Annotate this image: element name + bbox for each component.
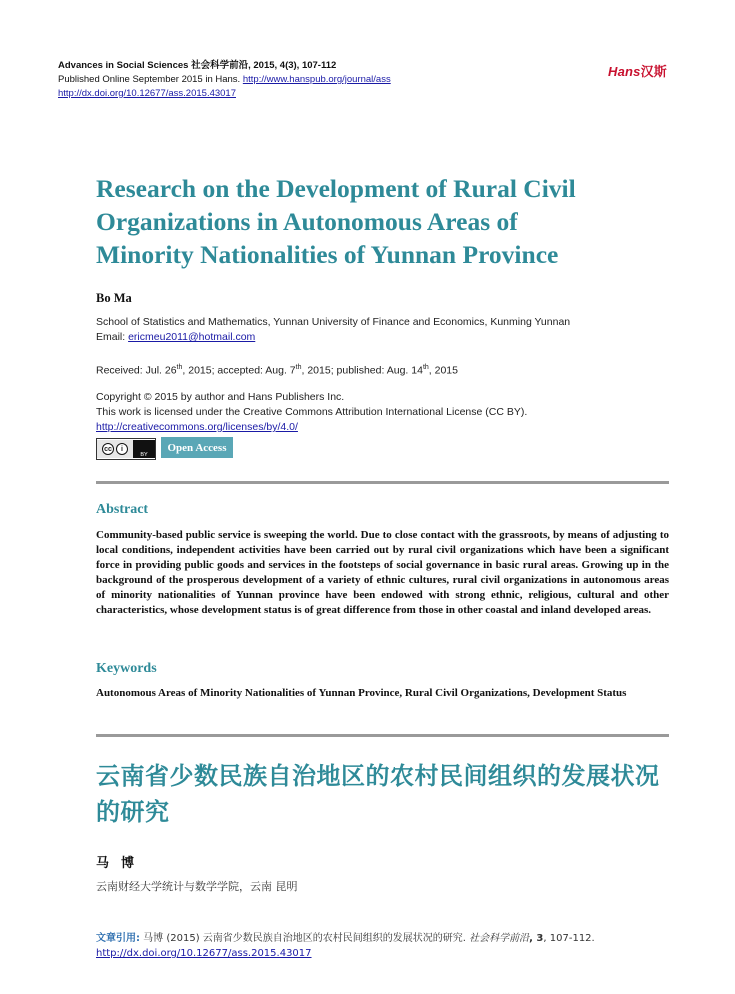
published-year: , 2015 <box>428 364 458 377</box>
accepted-date: , 2015; accepted: Aug. 7 <box>182 364 296 377</box>
title-line: Research on the Development of Rural Civil <box>96 174 576 203</box>
email-label: Email: <box>96 331 129 343</box>
affiliation: School of Statistics and Mathematics, Yunnan University of Finance and Economics, Kunming Yunnan <box>96 316 571 328</box>
logo-cn: 汉斯 <box>640 65 667 80</box>
license-url-line <box>96 420 298 435</box>
open-access-badge: Open Access <box>161 437 233 458</box>
citation-volume: , 3 <box>529 933 544 944</box>
abstract-heading: Abstract <box>96 502 149 517</box>
copyright-line: Copyright © 2015 by author and Hans Publishers Inc. <box>96 391 345 403</box>
paper-title <box>96 172 686 271</box>
published-text: Published Online September 2015 in Hans. <box>58 74 241 85</box>
received-date: Received: Jul. 26 <box>96 364 177 377</box>
doi-line <box>58 88 236 100</box>
citation-label: 文章引用: <box>96 933 140 944</box>
citation-journal: 社会科学前沿 <box>469 933 530 944</box>
license-line: This work is licensed under the Creative Commons Attribution International License (CC BY). <box>96 406 528 418</box>
hans-logo <box>608 61 667 80</box>
received-sup: th <box>176 364 183 371</box>
divider <box>96 481 669 484</box>
published-sup: th <box>422 364 429 371</box>
journal-volume: , 2015, 4(3), 107-112 <box>248 60 337 71</box>
cc-by-badge[interactable] <box>96 438 156 460</box>
doi-link[interactable]: http://dx.doi.org/10.12677/ass.2015.43017 <box>58 88 236 99</box>
citation <box>96 931 595 961</box>
title-line: Minority Nationalities of Yunnan Province <box>96 240 559 269</box>
dates-line <box>96 360 458 379</box>
citation-pages: , 107-112. <box>543 933 595 944</box>
journal-name: Advances in Social Sciences <box>58 60 189 71</box>
journal-url-link[interactable]: http://www.hanspub.org/journal/ass <box>242 74 391 85</box>
cc-by-label: BY <box>133 440 155 458</box>
email-link[interactable]: ericmeu2011@hotmail.com <box>128 331 256 343</box>
abstract-text: Community-based public service is sweeping the world. Due to close contact with the grassroots, by means of adjusting to local conditions, independent activities have been carried out by rural civil organizations which have been a significant force in providing public goods and services in the footsteps of social governance in basic rural areas. Growing up in the background of the prosperous development of a variety of ethnic cultures, rural civil organizations in autonomous areas of minority nationalities of Yunnan province have been endowed with strong ethnic, religious, cultural and other characteristics, whose development status is of great difference from those in other coastal and inland developed areas. <box>96 529 669 616</box>
published-date: , 2015; published: Aug. 14 <box>301 364 423 377</box>
citation-text: 马博 (2015) 云南省少数民族自治地区的农村民间组织的发展状况的研究. <box>140 933 470 944</box>
divider <box>96 734 669 737</box>
email-line <box>96 330 255 345</box>
chinese-title: 云南省少数民族自治地区的农村民间组织的发展状况的研究 <box>96 762 660 826</box>
title-line: Organizations in Autonomous Areas of <box>96 207 518 236</box>
logo-latin: Hans <box>608 64 641 79</box>
keywords-heading: Keywords <box>96 661 157 676</box>
license-link[interactable]: http://creativecommons.org/licenses/by/4.0/ <box>96 421 298 433</box>
chinese-affiliation: 云南财经大学统计与数学学院，云南 昆明 <box>96 880 298 893</box>
published-line <box>58 74 391 86</box>
cc-icons <box>97 440 133 458</box>
accepted-sup: th <box>295 364 302 371</box>
journal-name-cn: 社会科学前沿 <box>191 60 249 71</box>
keywords-text: Autonomous Areas of Minority Nationalities of Yunnan Province, Rural Civil Organizations, Development Status <box>96 687 627 699</box>
citation-doi-link[interactable]: http://dx.doi.org/10.12677/ass.2015.43017 <box>96 948 312 959</box>
attribution-icon: i <box>116 443 128 455</box>
journal-header-line <box>58 60 336 72</box>
cc-icon: cc <box>102 443 114 455</box>
author-name: Bo Ma <box>96 291 132 305</box>
chinese-author: 马博 <box>96 856 147 871</box>
